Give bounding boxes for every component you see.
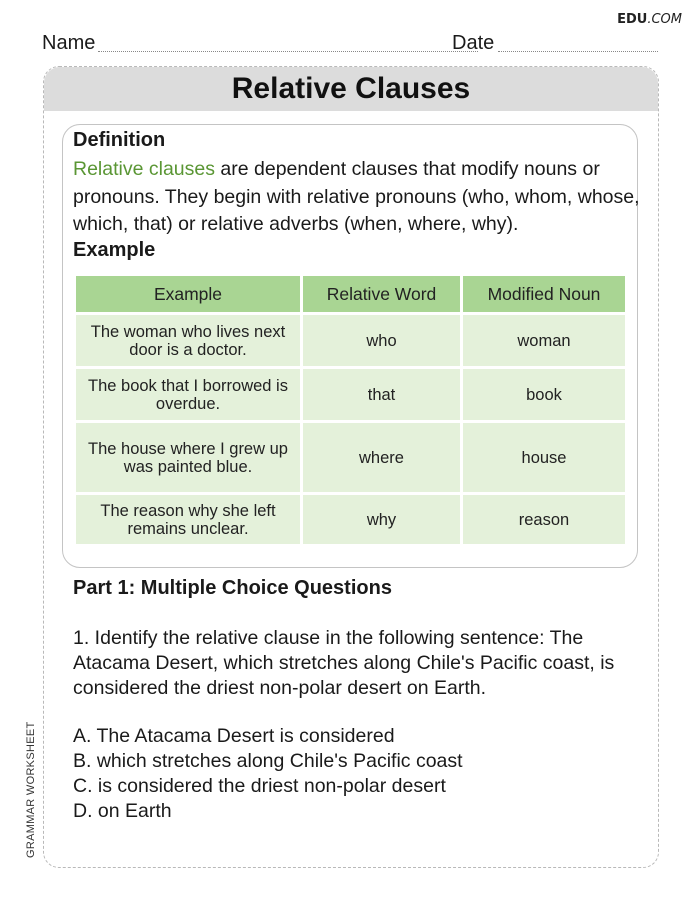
name-label: Name bbox=[42, 32, 96, 54]
column-header: Example bbox=[76, 276, 300, 312]
example-sentence: The house where I grew up was painted blue. bbox=[76, 423, 300, 492]
example-heading: Example bbox=[73, 239, 156, 261]
date-field[interactable] bbox=[498, 51, 658, 52]
example-table bbox=[73, 273, 628, 547]
table-row bbox=[76, 369, 625, 420]
page-title: Relative Clauses bbox=[231, 72, 471, 105]
definition-term: Relative clauses bbox=[73, 158, 215, 180]
table-header-row bbox=[76, 276, 625, 312]
column-header: Relative Word bbox=[303, 276, 460, 312]
part1-heading: Part 1: Multiple Choice Questions bbox=[73, 577, 392, 599]
table-row bbox=[76, 495, 625, 544]
relative-word: where bbox=[303, 423, 460, 492]
relative-word: that bbox=[303, 369, 460, 420]
title-bar bbox=[44, 67, 658, 111]
definition-body: are dependent clauses that modify nouns or pronouns. They begin with relative pronouns (who, whom, whose, which, that) or relative adverbs (when, where, why). bbox=[73, 158, 640, 235]
definition-heading: Definition bbox=[73, 129, 166, 151]
side-label: GRAMMAR WORKSHEET bbox=[25, 721, 37, 858]
date-label: Date bbox=[452, 32, 495, 54]
modified-noun: reason bbox=[463, 495, 625, 544]
example-sentence: The reason why she left remains unclear. bbox=[76, 495, 300, 544]
modified-noun: book bbox=[463, 369, 625, 420]
table-row bbox=[76, 315, 625, 366]
choice-a[interactable]: A. The Atacama Desert is considered bbox=[73, 725, 395, 747]
relative-word: who bbox=[303, 315, 460, 366]
brand-logo bbox=[617, 12, 682, 27]
table-row bbox=[76, 423, 625, 492]
name-date-row bbox=[42, 30, 658, 54]
relative-word: why bbox=[303, 495, 460, 544]
example-sentence: The woman who lives next door is a doctor. bbox=[76, 315, 300, 366]
brand-logo-bold: EDU bbox=[617, 12, 648, 27]
definition-text bbox=[73, 156, 643, 239]
choice-c[interactable]: C. is considered the driest non-polar desert bbox=[73, 775, 446, 797]
question-text: 1. Identify the relative clause in the following sentence: The Atacama Desert, which stretches along Chile's Pacific coast, is considered the driest non-polar desert on Earth. bbox=[73, 627, 615, 699]
brand-logo-suffix: .COM bbox=[647, 12, 682, 27]
choice-d[interactable]: D. on Earth bbox=[73, 800, 172, 822]
answer-choices bbox=[73, 724, 643, 824]
choice-b[interactable]: B. which stretches along Chile's Pacific coast bbox=[73, 750, 463, 772]
example-sentence: The book that I borrowed is overdue. bbox=[76, 369, 300, 420]
column-header: Modified Noun bbox=[463, 276, 625, 312]
modified-noun: woman bbox=[463, 315, 625, 366]
name-field[interactable] bbox=[98, 51, 478, 52]
modified-noun: house bbox=[463, 423, 625, 492]
